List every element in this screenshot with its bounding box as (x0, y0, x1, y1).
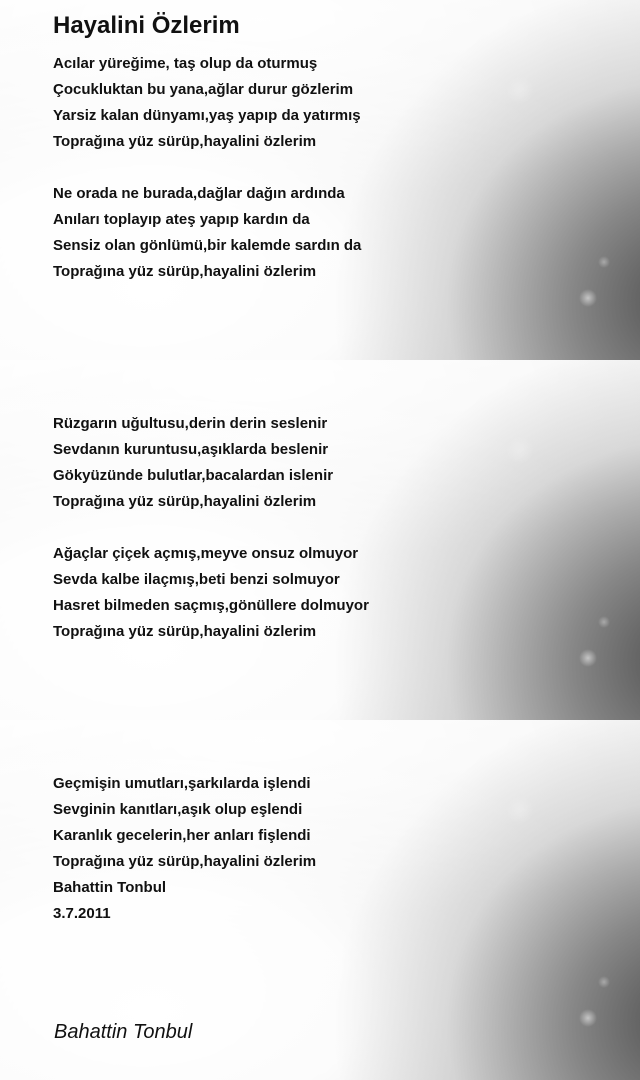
poem-line: Sevdanın kuruntusu,aşıklarda beslenir (53, 441, 329, 458)
author-line: Bahattin Tonbul (53, 879, 167, 896)
poem-title: Hayalini Özlerim (53, 12, 240, 39)
poem-line: Toprağına yüz sürüp,hayalini özlerim (53, 263, 317, 280)
poem-line: Yarsiz kalan dünyamı,yaş yapıp da yatırmış (53, 107, 361, 124)
poem-line: Toprağına yüz sürüp,hayalini özlerim (53, 493, 317, 510)
poem-line: Gökyüzünde bulutlar,bacalardan islenir (53, 467, 334, 484)
poem-line: Sevda kalbe ilaçmış,beti benzi solmuyor (53, 571, 340, 588)
stanza-1 (53, 51, 361, 155)
poem-line: Acılar yüreğime, taş olup da oturmuş (53, 55, 318, 72)
poem-line: Hasret bilmeden saçmış,gönüllere dolmuyor (53, 597, 369, 614)
poem-panel-1 (0, 0, 640, 360)
poem-line: Çocukluktan bu yana,ağlar durur gözlerim (53, 81, 354, 98)
poem-line: Geçmişin umutları,şarkılarda işlendi (53, 775, 311, 792)
stanza-3 (53, 411, 333, 515)
poem-line: Rüzgarın uğultusu,derin derin seslenir (53, 415, 328, 432)
poem-line: Sevginin kanıtları,aşık olup eşlendi (53, 801, 303, 818)
stanza-5 (53, 771, 316, 927)
stanza-4 (53, 541, 369, 645)
stanza-2 (53, 181, 361, 285)
poem-panel-2 (0, 360, 640, 720)
poem-line: Karanlık gecelerin,her anları fişlendi (53, 827, 311, 844)
poem-line: Toprağına yüz sürüp,hayalini özlerim (53, 853, 317, 870)
author-signature: Bahattin Tonbul (54, 1021, 193, 1043)
poem-line: Ağaçlar çiçek açmış,meyve onsuz olmuyor (53, 545, 359, 562)
poem-line: Ne orada ne burada,dağlar dağın ardında (53, 185, 345, 202)
poem-line: Sensiz olan gönlümü,bir kalemde sardın da (53, 237, 362, 254)
poem-line: Toprağına yüz sürüp,hayalini özlerim (53, 133, 317, 150)
poem-line: Toprağına yüz sürüp,hayalini özlerim (53, 623, 317, 640)
date-line: 3.7.2011 (53, 905, 111, 922)
poem-panel-3 (0, 720, 640, 1080)
poem-line: Anıları toplayıp ateş yapıp kardın da (53, 211, 310, 228)
